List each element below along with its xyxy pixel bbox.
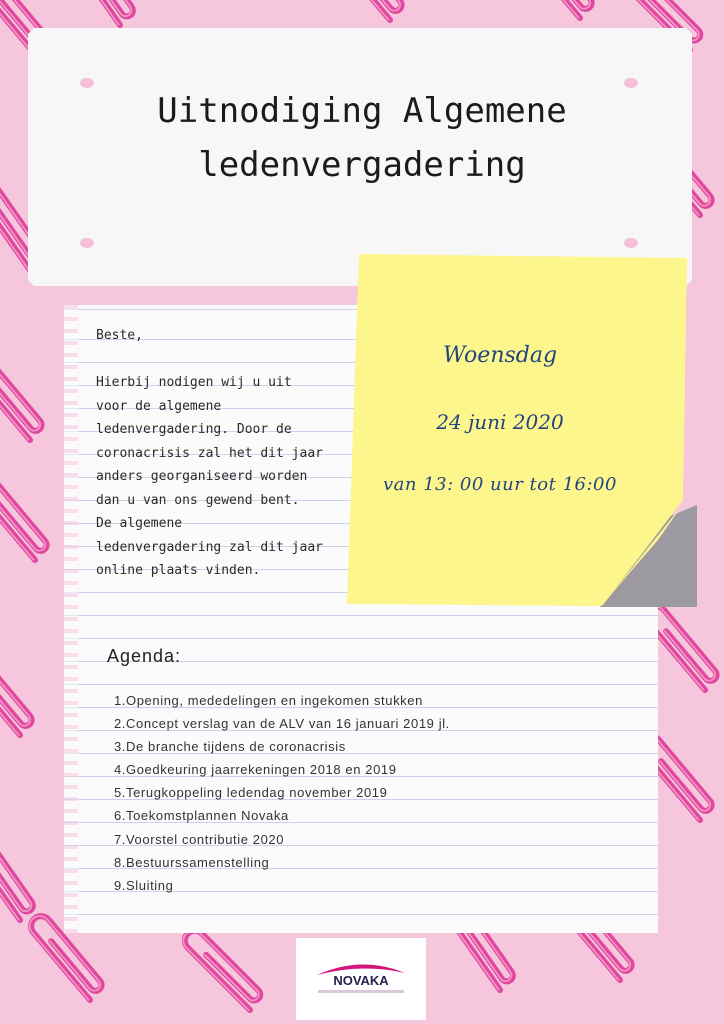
page-title: [0, 84, 724, 192]
novaka-logo: [296, 938, 426, 1020]
paperclip-icon: [0, 646, 35, 735]
paperclip-icon: [0, 827, 36, 920]
agenda-item: 4.Goedkeuring jaarrekeningen 2018 en 2019: [113, 762, 397, 778]
letter-line: online plaats vinden.: [96, 563, 261, 578]
letter-line: anders georganiseerd worden: [96, 469, 308, 484]
logo-tagline-bar: [318, 990, 404, 993]
agenda-heading: Agenda:: [107, 646, 182, 666]
agenda-item: 6.Toekomstplannen Novaka: [113, 808, 289, 824]
agenda-item: 8.Bestuurssamenstelling: [113, 854, 270, 870]
agenda-item: 3.De branche tijdens de coronacrisis: [113, 739, 346, 755]
letter-line: voor de algemene: [96, 398, 222, 414]
paperclip-icon: [0, 351, 45, 440]
agenda-item: 2.Concept verslag van de ALV van 16 januari 2019 jl.: [113, 716, 450, 732]
letter-line: Hierbij nodigen wij u uit: [96, 375, 292, 390]
agenda-list: [112, 689, 450, 897]
torn-edge: [64, 305, 78, 933]
paperclip-icon: [179, 926, 264, 1011]
letter-line: ledenvergadering zal dit jaar: [96, 539, 323, 555]
agenda-item: 9.Sluiting: [113, 877, 174, 893]
punch-hole: [80, 238, 94, 248]
letter-line: dan u van ons gewend bent.: [96, 492, 300, 508]
paperclip-icon: [0, 471, 50, 560]
meeting-day: Woensdag: [442, 343, 558, 368]
letter-line: De algemene: [96, 516, 183, 531]
title-line-2: ledenvergadering: [198, 145, 526, 185]
paperclip-icon: [62, 0, 136, 26]
meeting-date: 24 juni 2020: [436, 410, 564, 434]
paperclip-icon: [516, 0, 596, 19]
letter-line: coronacrisis zal het dit jaar: [96, 445, 323, 461]
title-line-1: Uitnodiging Algemene: [157, 91, 567, 131]
agenda-item: 7.Voorstel contributie 2020: [113, 831, 285, 847]
invitation-letter: [96, 324, 358, 583]
meeting-time: van 13: 00 uur tot 16:00: [383, 474, 617, 495]
agenda-item: 5.Terugkoppeling ledendag november 2019: [113, 785, 388, 801]
punch-hole: [624, 238, 638, 248]
agenda-item: 1.Opening, mededelingen en ingekomen stukken: [113, 693, 423, 708]
greeting: Beste,: [96, 328, 143, 343]
logo-text: NOVAKA: [333, 973, 389, 988]
paperclip-icon: [326, 0, 406, 21]
letter-line: ledenvergadering. Door de: [96, 422, 292, 437]
